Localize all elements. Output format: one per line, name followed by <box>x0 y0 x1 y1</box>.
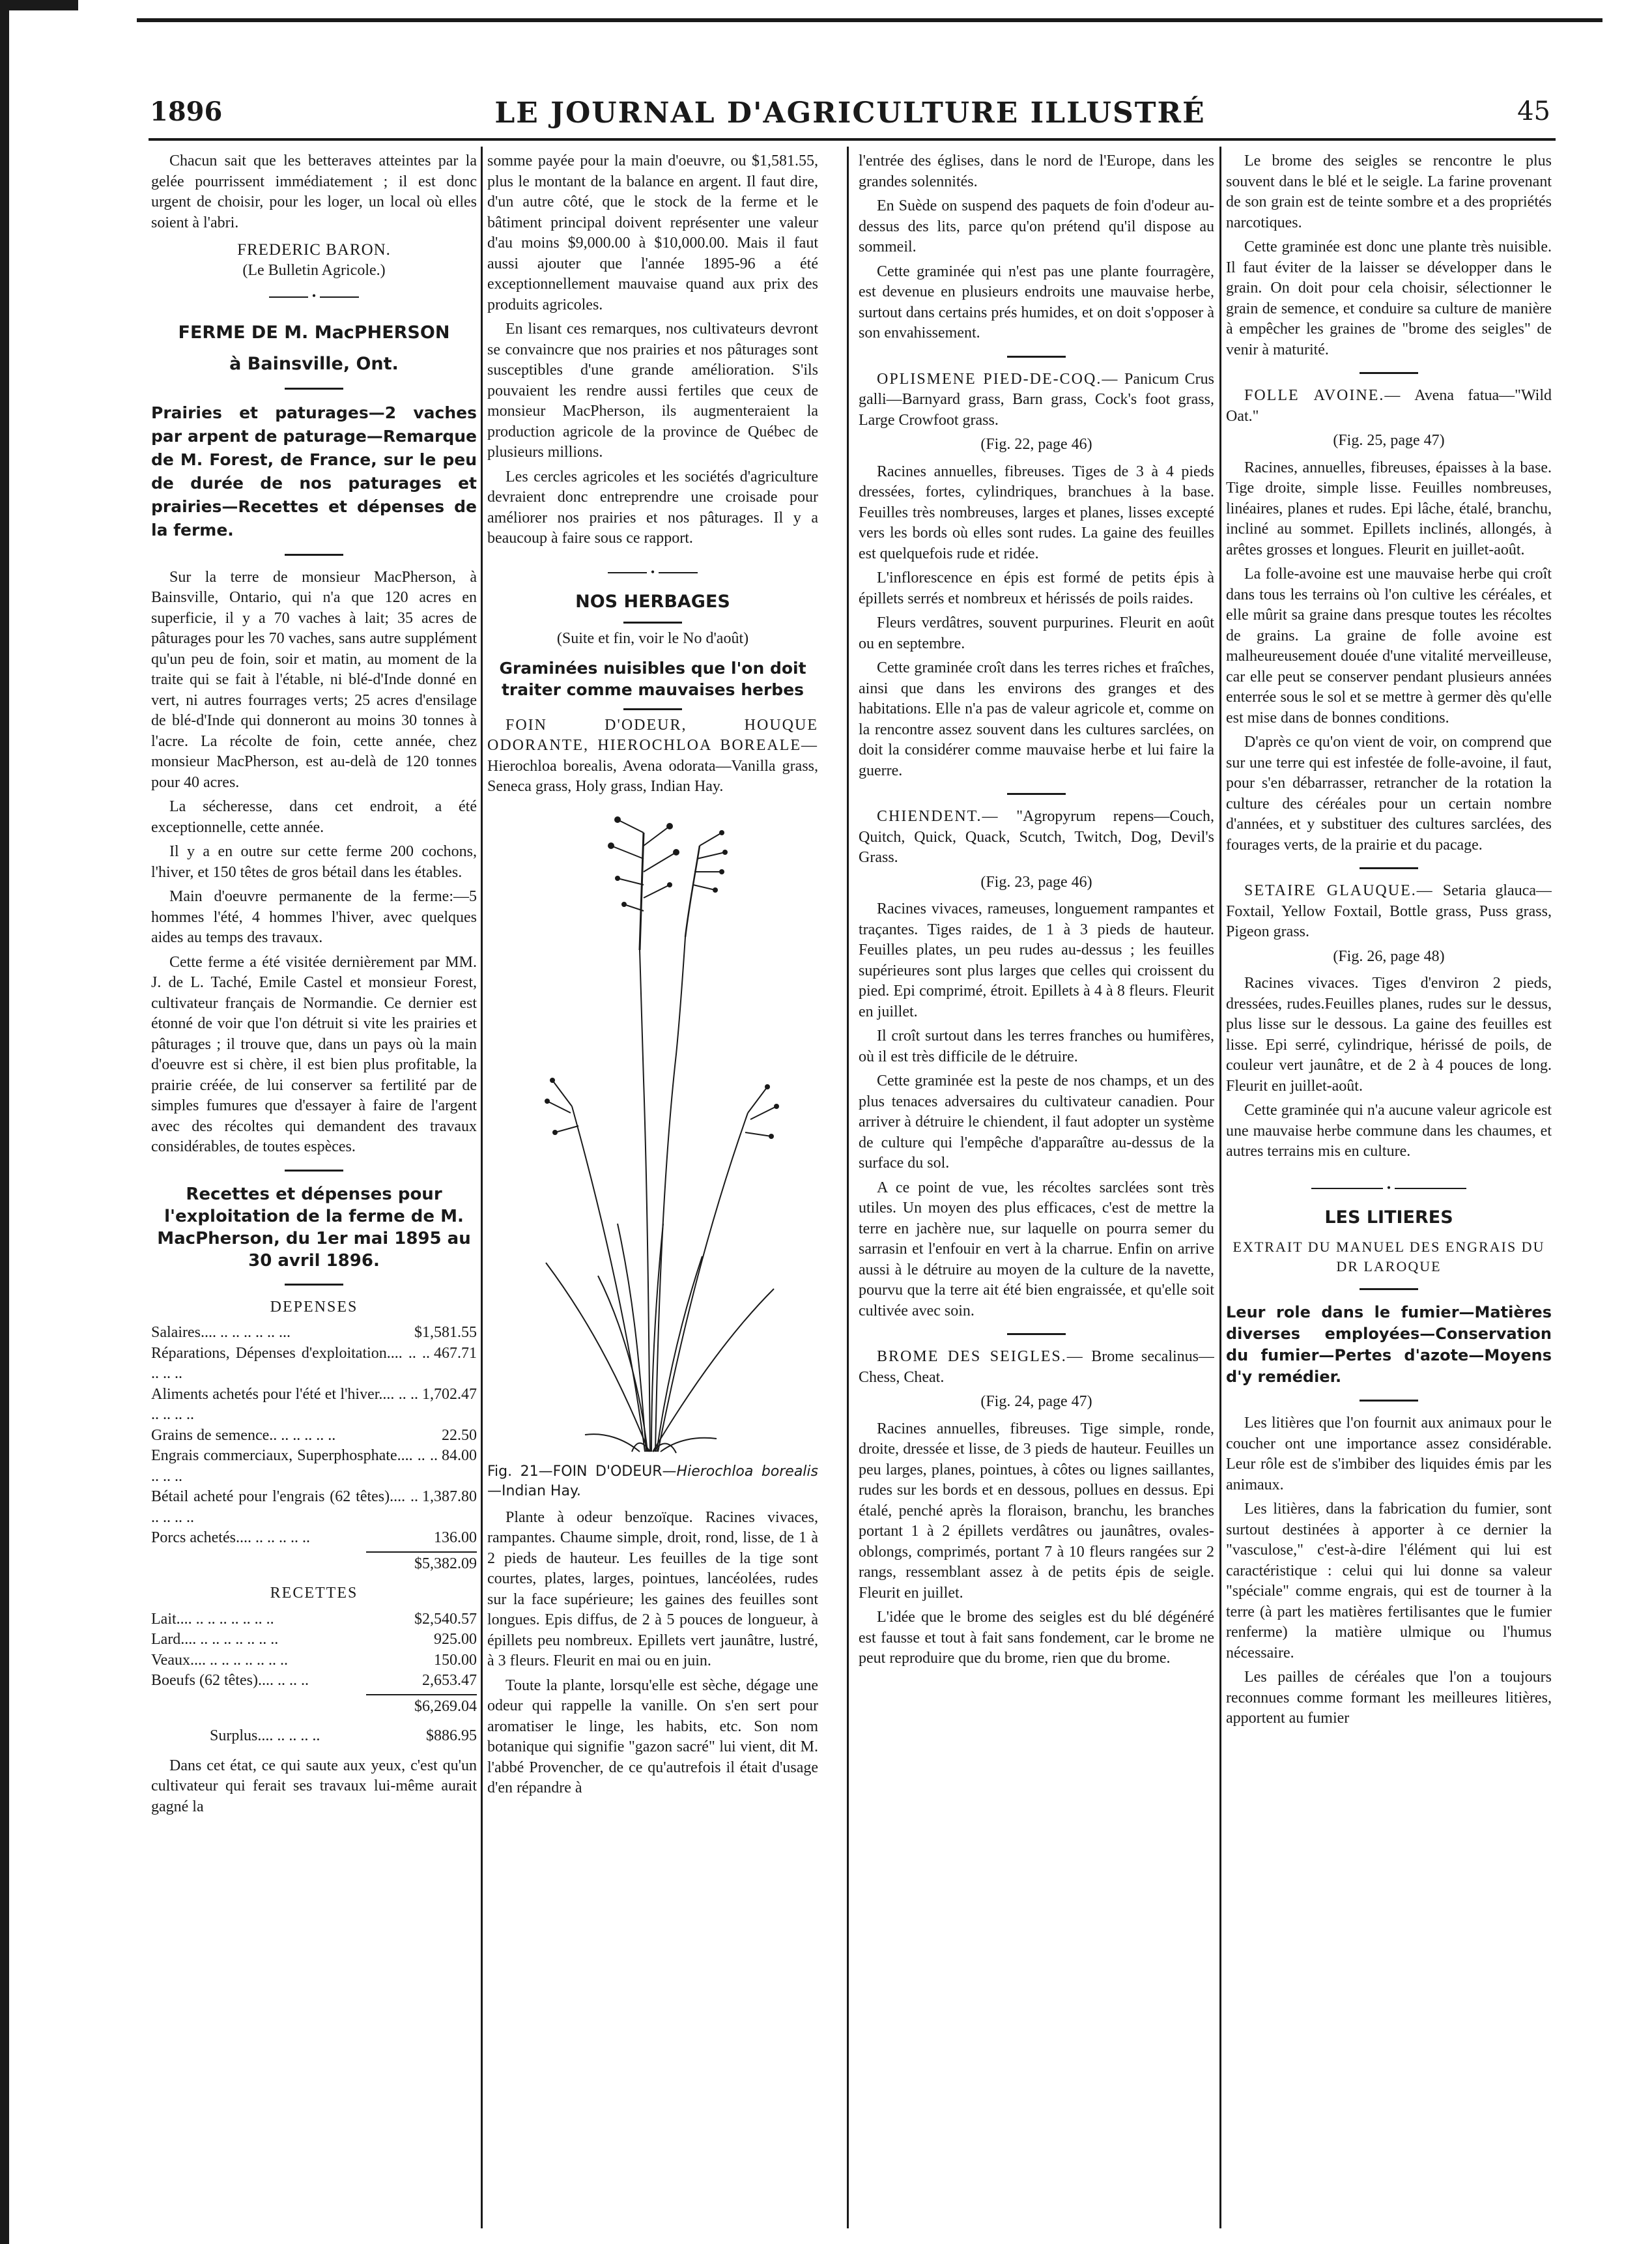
ledger-row <box>151 1650 477 1671</box>
species-synonyms: Hierochloa borealis, Avena odorata—Vanilla grass, Seneca grass, Holy grass, Indian Hay. <box>487 757 818 795</box>
receipts-ledger <box>151 1609 477 1747</box>
paragraph: Plante à odeur benzoïque. Racines vivaces, rampantes. Chaume simple, droit, rond, lisse, de 1 à 2 pieds de hauteur. Les feuilles de la tige sont courtes, plates, larges, pointues, lancéolées, rudes sur la face supérieure; les gaines des feuilles sont longues. Epis diffus, de 2 à 5 pouces de longueur, à épillets peu nombreux. Epillets vert jaunâtre, lustré, à 3 fleurs. Fleurit en mai ou en juin. <box>487 1508 818 1669</box>
caption-prefix: Fig. 21—FOIN D'ODEUR— <box>487 1463 677 1480</box>
column-4 <box>1226 151 1552 2223</box>
species-name-caps: FOLLE AVOINE.— <box>1244 387 1402 404</box>
species-title <box>487 715 818 798</box>
paragraph: En lisant ces remarques, nos cultivateurs devront se convaincre que nos prairies et nos pâturages sont susceptibles d'une grande amélioration. S'ils pouvaient les rendre aussi fertiles que ceux de monsieur MacPherson, ils augmenteraient la production agricole de la province de Québec de plusieurs millions. <box>487 321 818 461</box>
ledger-row <box>151 1671 477 1691</box>
ledger-amount: 136.00 <box>434 1529 477 1546</box>
ledger-row <box>151 1487 477 1528</box>
short-rule <box>1360 1400 1418 1402</box>
caption-suffix: —Indian Hay. <box>487 1482 581 1499</box>
species-name-caps: OPLISMENE PIED-DE-COQ.— <box>877 370 1119 388</box>
ledger-label: Porcs achetés.... .. .. .. .. .. <box>151 1529 310 1546</box>
species-synonyms: "Agropyrum repens—Couch, Quitch, Quick, Quack, Scutch, Twitch, Dog, Devil's Grass. <box>859 808 1214 866</box>
ledger-amount: 22.50 <box>442 1426 477 1444</box>
corner-mark <box>0 0 78 10</box>
paragraph: Les pailles de céréales que l'on a toujours reconnues comme formant les meilleures litières, apportent au fumier <box>1226 1669 1552 1727</box>
column-3 <box>859 151 1214 2223</box>
species-name-caps: SETAIRE GLAUQUE.— <box>1244 882 1434 899</box>
column-1 <box>151 151 477 2223</box>
short-rule <box>285 554 343 556</box>
journal-title: LE JOURNAL D'AGRICULTURE ILLUSTRÉ <box>494 96 1206 130</box>
short-rule <box>1007 1333 1066 1335</box>
ledger-amount: 150.00 <box>434 1651 477 1669</box>
species-name-caps: CHIENDENT.— <box>877 808 999 825</box>
paragraph: L'inflorescence en épis est formé de petits épis à épillets serrés et nombreux et hérissés de poils raides. <box>859 569 1214 607</box>
ledger-label: Lard.... .. .. .. .. .. .. .. <box>151 1631 279 1648</box>
species-name-caps: FOIN D'ODEUR, HOUQUE ODORANTE, HIEROCHLOA BOREALE— <box>487 716 818 754</box>
expenses-ledger <box>151 1323 477 1574</box>
paragraph: L'idée que le brome des seigles est du blé dégénéré est fausse et tout à fait sans fondement, car le brome ne peut reproduire que du brome, rien que du brome. <box>859 1609 1214 1667</box>
ledger-label: Lait.... .. .. .. .. .. .. .. <box>151 1610 274 1628</box>
ornament-divider: • <box>151 286 477 307</box>
paragraph: Il y a en outre sur cette ferme 200 cochons, l'hiver, et 150 têtes de gros bétail dans les étables. <box>151 843 477 881</box>
short-rule <box>1007 793 1066 795</box>
paragraph: Racines, annuelles, fibreuses, épaisses à la base. Tige droite, simple lisse. Feuilles nombreuses, linéaires, planes et rudes. Epi lâche, étalé, branchu, incliné au sommet. Epillets inclinés, allongés, à arêtes grosses et longues. Fleurit en juillet-août. <box>1226 459 1552 558</box>
paragraph: Cette graminée qui n'est pas une plante fourragère, est devenue en plusieurs endroits une mauvaise herbe, surtout dans certains prés humides, et on doit s'opposer à son envahissement. <box>859 263 1214 341</box>
short-rule <box>623 622 682 624</box>
paragraph: Racines vivaces, rameuses, longuement rampantes et traçantes. Tiges raides, de 1 à 3 pieds de hauteur. Feuilles plates, un peu rudes au-dessus ; les feuilles supérieures sont plus larges que celles qui croissent du pied. Epi comprimé, étroit. Epillets à 4 à 8 fleurs. Fleurit en juillet. <box>859 900 1214 1020</box>
page-header <box>150 96 1550 136</box>
figure-reference: (Fig. 22, page 46) <box>980 436 1092 453</box>
beet-paragraph: Chacun sait que les betteraves atteintes par la gelée pourrissent immédiatement ; il est donc urgent de choisir, pour les loger, un local où elles soient à l'abri. <box>151 152 477 231</box>
species-synonyms: Setaria glauca—Foxtail, Yellow Foxtail, Bottle grass, Puss grass, Pigeon grass. <box>1226 882 1552 940</box>
short-rule <box>285 1170 343 1172</box>
ledger-amount: 2,653.47 <box>422 1672 477 1689</box>
paragraph: somme payée pour la main d'oeuvre, ou $1,581.55, plus le montant de la balance en argent. Il faut dire, d'un autre côté, que le stock de la ferme et le bâtiment principal doivent représenter une valeur d'au moins $9,000.00 à $10,000.00. Mais il faut aussi ajouter que l'année 1895-96 a été exceptionnellement mauvaise quand aux prix des produits agricoles. <box>487 152 818 313</box>
page-binding-edge <box>0 0 9 2244</box>
ledger-amount: $1,581.55 <box>414 1324 477 1341</box>
figure-21-illustration <box>487 807 818 1458</box>
ledger-label: Aliments achetés pour l'été et l'hiver.... .. .. .. .. .. .. <box>151 1385 418 1423</box>
herbages-subtitle: (Suite et fin, voir le No d'août) <box>556 630 749 647</box>
expenses-total: $5,382.09 <box>366 1551 477 1575</box>
paragraph: Fleurs verdâtres, souvent purpurines. Fleurit en août ou en septembre. <box>859 614 1214 652</box>
column-2 <box>487 151 818 2223</box>
ornament-divider: • <box>487 562 818 583</box>
paragraph: Dans cet état, ce qui saute aux yeux, c'est qu'un cultivateur qui ferait ses travaux lui-même aurait gagné la <box>151 1757 477 1815</box>
paragraph: Racines annuelles, fibreuses. Tige simple, ronde, droite, dressée et lisse, de 3 pieds de hauteur. Feuilles un peu larges, planes, pointues, à côtes ou lignes saillantes, rudes sur les bords et en dessous, pollues en dessus. Epi étalé, penché après la floraison, branchu, les branches portant 1 à 2 épillets verdâtres ou jaunâtres, ovales-oblongs, comprimés, portant 7 à 10 fleurs rangées sur 2 rangs, ressemblant assez à de petits épis de seigle. Fleurit en juillet. <box>859 1420 1214 1602</box>
litieres-title: LES LITIERES <box>1324 1207 1453 1228</box>
caption-latin: Hierochloa borealis <box>676 1463 818 1480</box>
ledger-label: Grains de semence.. .. .. .. .. .. <box>151 1426 336 1444</box>
farm-title: FERME DE M. MacPHERSON <box>178 322 450 343</box>
column-rule-1 <box>481 147 483 2228</box>
header-rule <box>149 138 1556 141</box>
paragraph: Cette graminée croît dans les terres riches et fraîches, ainsi que dans les environs des granges et des habitations. Elle n'a pas de valeur agricole et, comme on la rencontre assez souvent dans les cultures sarclées, on doit la considérer comme mauvaise herbe et lui faire la guerre. <box>859 659 1214 779</box>
ledger-amount: $2,540.57 <box>414 1610 477 1628</box>
paragraph: A ce point de vue, les récoltes sarclées sont très utiles. Un moyen des plus efficaces, c'est de mettre la terre en jachère nue, sur laquelle on pourra semer du sarrasin et l'enfouir en vert à la charrue. Enfin on arrive aussi à le détruire au moyen de la culture de la navette, pourvu que la terre ait été bien engraissée, et qu'elle soit cultivée avec soin. <box>859 1179 1214 1319</box>
farm-subheading: Prairies et paturages—2 vaches par arpent de paturage—Remarque de M. Forest, de France, sur le peu de durée de nos paturages et prairies—Recettes et dépenses de la ferme. <box>151 403 477 539</box>
signature-source: (Le Bulletin Agricole.) <box>242 261 386 279</box>
farm-place: à Bainsville, Ont. <box>229 353 399 374</box>
paragraph: D'après ce qu'on vient de voir, on comprend que sur une terre qui est infestée de folle-avoine, il faut, pour s'en débarrasser, retrancher de la rotation la culture des céréales pour un certain nombre d'années, et y substituer des cultures sarclées, des fourages verts, de la prairie et du pacage. <box>1226 734 1552 854</box>
ledger-label: Engrais commerciaux, Superphosphate.... .. .. .. .. .. <box>151 1447 438 1485</box>
top-rule <box>137 18 1602 22</box>
paragraph: Les litières que l'on fournit aux animaux pour le coucher ont une importance assez considérable. Leur rôle est de s'imbiber des liquides émis par les animaux. <box>1226 1415 1552 1493</box>
species-title <box>1226 881 1552 943</box>
paragraph: La folle-avoine est une mauvaise herbe qui croît dans tous les terrains où l'on cultive les céréales, et elle mûrit sa graine dans presque toutes les récoltes de grains. La graine de folle avoine est malheureusement douée d'une vitalité merveilleuse, car elle peut se conserver pendant plusieurs années enterrée sous le sol et se mettre à germer dès qu'elle est mise dans de bonnes conditions. <box>1226 566 1552 726</box>
herbages-title: NOS HERBAGES <box>575 592 730 612</box>
short-rule <box>1360 372 1418 374</box>
ledger-row <box>151 1385 477 1426</box>
short-rule <box>623 708 682 710</box>
page-number: 45 <box>1517 96 1550 126</box>
ledger-row <box>151 1630 477 1650</box>
ledger-label: Bétail acheté pour l'engrais (62 têtes).... .. .. .. .. .. <box>151 1488 418 1526</box>
figure-reference: (Fig. 23, page 46) <box>980 873 1092 891</box>
ledger-label: Salaires.... .. .. .. .. .. ... <box>151 1324 291 1341</box>
paragraph: l'entrée des églises, dans le nord de l'Europe, dans les grandes solennités. <box>859 152 1214 190</box>
ledger-row <box>151 1609 477 1630</box>
paragraph: Le brome des seigles se rencontre le plus souvent dans le blé et le seigle. La farine provenant de son grain est de teinte sombre et a des propriétés narcotiques. <box>1226 152 1552 231</box>
species-synonyms: Panicum Crus galli—Barnyard grass, Barn grass, Cock's foot grass, Large Crowfoot grass. <box>859 370 1214 429</box>
expenses-title: DEPENSES <box>270 1298 358 1316</box>
short-rule <box>1360 1288 1418 1290</box>
paragraph: En Suède on suspend des paquets de foin d'odeur au-dessus des lits, parce qu'on prétend qu'il dispose au sommeil. <box>859 197 1214 255</box>
signature-name: FREDERIC BARON. <box>237 241 391 259</box>
ledger-row <box>151 1446 477 1487</box>
species-synonyms: Brome secalinus—Chess, Cheat. <box>859 1348 1214 1386</box>
ledger-label: Veaux.... .. .. .. .. .. .. .. <box>151 1651 288 1669</box>
short-rule <box>1007 356 1066 358</box>
header-year: 1896 <box>150 96 223 127</box>
surplus-row <box>151 1726 477 1747</box>
ledger-amount: 467.71 <box>434 1344 477 1362</box>
paragraph: Cette graminée est la peste de nos champs, et un des plus tenaces adversaires du cultivateur canadien. Pour arriver à détruire le chiendent, il faut adopter un système de culture qui l'empêche d'apparaître au-dessus de la surface du sol. <box>859 1072 1214 1172</box>
surplus-label: Surplus.... .. .. .. .. <box>210 1727 320 1744</box>
species-title <box>859 1347 1214 1388</box>
ledger-amount: 925.00 <box>434 1631 477 1648</box>
figure-reference: (Fig. 24, page 47) <box>980 1393 1092 1410</box>
paragraph: Il croît surtout dans les terres franches ou humifères, où il est très difficile de le détruire. <box>859 1028 1214 1065</box>
paragraph: Racines annuelles, fibreuses. Tiges de 3 à 4 pieds dressées, fortes, cylindriques, branchues à la base. Feuilles très nombreuses, larges et planes, lisses excepté vers les bords où elles sont rudes. La gaine des feuilles est quelquefois rude et ridée. <box>859 463 1214 562</box>
figure-reference: (Fig. 25, page 47) <box>1333 432 1445 449</box>
species-synonyms: Avena fatua—"Wild Oat." <box>1226 387 1552 425</box>
ledger-label: Réparations, Dépenses d'exploitation.... .. .. .. .. .. <box>151 1344 430 1382</box>
ornament-divider: • <box>1226 1178 1552 1199</box>
receipts-total: $6,269.04 <box>366 1694 477 1718</box>
species-title <box>859 369 1214 431</box>
paragraph: Racines vivaces. Tiges d'environ 2 pieds, dressées, rudes.Feuilles planes, rudes sur le dessus, plus lisse sur le dessous. La gaine des feuilles est lisse. Epi serré, cylindrique, hérissé de poils, de couleur vert jaunâtre, et de 2 à 4 pouces de long. Fleurit en juillet-août. <box>1226 975 1552 1095</box>
receipts-title: RECETTES <box>270 1585 358 1602</box>
litieres-subtitle: EXTRAIT DU MANUEL DES ENGRAIS DU DR LAROQUE <box>1232 1239 1545 1274</box>
ledger-amount: 1,702.47 <box>422 1385 477 1403</box>
ledger-row <box>151 1323 477 1344</box>
ledger-row <box>151 1528 477 1549</box>
figure-reference: (Fig. 26, page 48) <box>1333 947 1445 965</box>
short-rule <box>1360 867 1418 869</box>
column-rule-2 <box>847 147 849 2228</box>
paragraph: La sécheresse, dans cet endroit, a été exceptionnelle, cette année. <box>151 798 477 836</box>
species-title <box>859 807 1214 869</box>
short-rule <box>285 388 343 390</box>
paragraph: Main d'oeuvre permanente de la ferme:—5 hommes l'été, 4 hommes l'hiver, avec quelques aides au temps des travaux. <box>151 888 477 946</box>
litieres-subheading: Leur role dans le fumier—Matières diverses employées—Conservation du fumier—Pertes d'azote—Moyens d'y remédier. <box>1226 1303 1552 1386</box>
ledger-amount: 84.00 <box>442 1447 477 1464</box>
accounts-title: Recettes et dépenses pour l'exploitation de la ferme de M. MacPherson, du 1er mai 1895 au 30 avril 1896. <box>157 1184 471 1271</box>
species-name-caps: BROME DES SEIGLES.— <box>877 1348 1084 1365</box>
paragraph: Cette graminée est donc une plante très nuisible. Il faut éviter de la laisser se développer dans le grain. On doit pour cela choisir, sélectionner le grain de semence, et conduire sa culture de manière à empêcher les graines de "brome des seigles" de venir à maturité. <box>1226 238 1552 358</box>
species-title <box>1226 386 1552 427</box>
ledger-row <box>151 1344 477 1385</box>
paragraph: Cette ferme a été visitée dernièrement par MM. J. de L. Taché, Emile Castel et monsieur Forest, cultivateur français de Normandie. Ce dernier est étonné de voir que l'on détruit si vite les prairies et pâturages ; il trouve que, dans un pays où la main d'oeuvre est si chère, il est bien plus profitable, la prairie créée, de lui conserver sa fertilité par de simples fumures que d'essayer à faire de l'argent avec des récoltes qui demandent des travaux considérables, de toutes espèces. <box>151 953 477 1155</box>
ledger-row <box>151 1426 477 1446</box>
ledger-amount: 1,387.80 <box>422 1488 477 1505</box>
ledger-label: Boeufs (62 têtes).... .. .. .. <box>151 1672 309 1689</box>
paragraph: Cette graminée qui n'a aucune valeur agricole est une mauvaise herbe commune dans les chaumes, et autres terrains mis en culture. <box>1226 1102 1552 1160</box>
paragraph: Les cercles agricoles et les sociétés d'agriculture devraient donc entreprendre une croisade pour améliorer nos prairies et nos pâturages. Il y a beaucoup à faire sous ce rapport. <box>487 468 818 547</box>
grasses-heading: Graminées nuisibles que l'on doit traiter comme mauvaises herbes <box>499 658 806 699</box>
paragraph: Sur la terre de monsieur MacPherson, à Bainsville, Ontario, qui n'a que 120 acres en superficie, il y a 70 vaches à lait; 35 acres de pâturages pour les 70 vaches, sans autre supplément qu'un peu de foin, soir et matin, au moment de la traite qui se fait à l'étable, ni blé-d'Inde donné en vert, ni autres fourrages verts; 25 acres d'ensilage de blé-d'Inde qui donneront au moins 30 tonnes à l'acre. La récolte de foin, cette année, chez monsieur MacPherson, est au-delà de 120 tonnes pour 40 acres. <box>151 568 477 791</box>
surplus-amount: $886.95 <box>426 1727 477 1744</box>
short-rule <box>285 1284 343 1286</box>
figure-caption <box>487 1462 818 1501</box>
paragraph: Toute la plante, lorsqu'elle est sèche, dégage une odeur qui rappelle la vanille. On s'en sert pour aromatiser le linge, les habits, etc. Son nom botanique qui signifie "gazon sacré" lui vient, dit M. l'abbé Provencher, de ce qu'autrefois il était d'usage d'en répandre à <box>487 1676 818 1796</box>
paragraph: Les litières, dans la fabrication du fumier, sont surtout destinées à apporter à ce dernier la "vasculose," c'est-à-dire l'élément qui lui est caractéristique : celui qui lui donne sa valeur "spéciale" comme engrais, qui est de tourner à la terre (à part les matières fertilisantes que le fumier renferme) la matière ulmique ou l'humus nécessaire. <box>1226 1501 1552 1661</box>
column-rule-3 <box>1219 147 1221 2228</box>
